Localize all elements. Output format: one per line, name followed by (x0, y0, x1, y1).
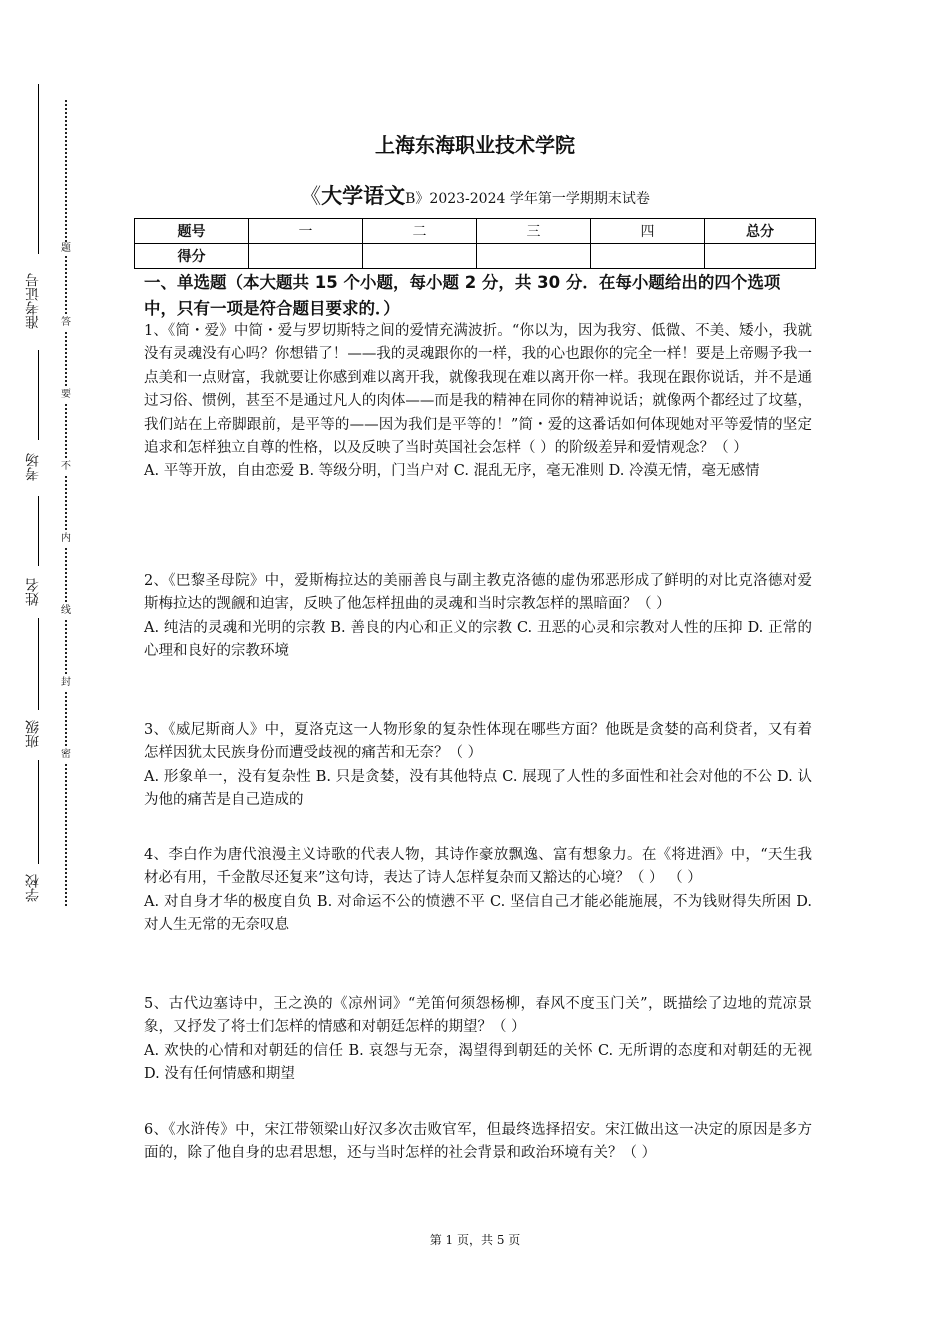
seal-char: 线 (61, 605, 71, 616)
score-row-label: 得分 (135, 244, 249, 269)
field-line-name (38, 496, 39, 566)
section-heading: 一、单选题（本大题共 15 个小题，每小题 2 分，共 30 分．在每小题给出的四个选项中，只有一项是符合题目要求的．） (144, 273, 781, 318)
question-4 (144, 844, 812, 938)
question-options: A. 对自身才华的极度自负 B. 对命运不公的愤懑不平 C. 坚信自己才能必能施展，不为钱财得失所困 D. 对人生无常的无奈叹息 (144, 893, 812, 934)
question-stem: 3、《威尼斯商人》中，夏洛克这一人物形象的复杂性体现在哪些方面？他既是贪婪的高利贷者，又有着怎样因犹太民族身份而遭受歧视的痛苦和无奈？（ ） (144, 722, 812, 762)
seal-dotted-line (65, 100, 67, 906)
score-col-total: 总分 (705, 219, 816, 244)
question-3 (144, 719, 812, 813)
seal-char: 答 (61, 317, 71, 328)
question-1 (144, 320, 812, 484)
question-5 (144, 993, 812, 1087)
score-cell (705, 244, 816, 269)
score-col-2: 二 (363, 219, 477, 244)
question-options: A. 形象单一，没有复杂性 B. 只是贪婪，没有其他特点 C. 展现了人性的多面性和社会对他的不公 D. 认为他的痛苦是自己造成的 (144, 768, 812, 809)
seal-char: 题 (61, 243, 71, 254)
score-col-label: 题号 (135, 219, 249, 244)
page-footer: 第 1 页，共 5 页 (429, 1233, 521, 1247)
seal-char: 封 (61, 677, 71, 688)
question-options: A. 欢快的心情和对朝廷的信任 B. 哀怨与无奈，渴望得到朝廷的关怀 C. 无所谓的态度和对朝廷的无视 D. 没有任何情感和期望 (144, 1042, 812, 1083)
score-col-3: 三 (477, 219, 591, 244)
exam-title-suffix: B》2023-2024 学年第一学期期末试卷 (405, 191, 650, 207)
field-line-class (38, 618, 39, 710)
question-6 (144, 1119, 812, 1166)
score-col-4: 四 (591, 219, 705, 244)
field-name-label: 姓名 (25, 578, 41, 606)
field-exam-room-label: 考场 (25, 453, 41, 481)
exam-course-name: 大学语文 (321, 184, 406, 208)
score-table-header-row (135, 219, 816, 244)
score-table-score-row (135, 244, 816, 269)
field-line-exam-number (38, 84, 39, 254)
score-cell (249, 244, 363, 269)
seal-char: 要 (61, 389, 71, 400)
score-cell (363, 244, 477, 269)
question-stem: 4、李白作为唐代浪漫主义诗歌的代表人物，其诗作豪放飘逸、富有想象力。在《将进酒》中，“天生我材必有用，千金散尽还复来”这句诗，表达了诗人怎样复杂而又豁达的心境？（ ） （ ） (144, 847, 812, 887)
question-2 (144, 570, 812, 664)
score-cell (477, 244, 591, 269)
school-name: 上海东海职业技术学院 (375, 133, 575, 157)
exam-title (0, 181, 950, 214)
field-exam-number-label: 准考证号 (25, 273, 41, 329)
score-table (134, 218, 816, 269)
seal-char: 不 (61, 461, 71, 472)
question-stem: 2、《巴黎圣母院》中，爱斯梅拉达的美丽善良与副主教克洛德的虚伪邪恶形成了鲜明的对比克洛德对爱斯梅拉达的觊觎和迫害，反映了他怎样扭曲的灵魂和当时宗教怎样的黑暗面？（ ） (144, 573, 812, 613)
seal-char: 密 (61, 749, 71, 760)
question-stem: 5、古代边塞诗中，王之涣的《凉州词》“羌笛何须怨杨柳，春风不度玉门关”，既描绘了边地的荒凉景象，又抒发了将士们怎样的情感和对朝廷怎样的期望？（ ） (144, 996, 812, 1036)
seal-char: 内 (61, 533, 71, 544)
score-col-1: 一 (249, 219, 363, 244)
field-line-exam-room (38, 350, 39, 440)
field-line-school (38, 760, 39, 864)
score-cell (591, 244, 705, 269)
question-stem: 1、《简・爱》中简・爱与罗切斯特之间的爱情充满波折。“你以为，因为我穷、低微、不美、矮小，我就没有灵魂没有心吗？你想错了！——我的灵魂跟你的一样，我的心也跟你的完全一样！要是上帝赐予我一点美和一点财富，我就要让你感到难以离开我，就像我现在难以离开你一样。我现在跟你说话，并不是通过习俗、惯例，甚至不是通过凡人的肉体——而是我的精神在同你的精神说话；就像两个都经过了坟墓，我们站在上帝脚跟前，是平等的——因为我们是平等的！”简・爱的这番话如何体现她对平等爱情的坚定追求和怎样独立自尊的性格，以及反映了当时英国社会怎样（ ）的阶级差异和爱情观念？（ ） (144, 323, 812, 457)
question-options: A. 纯洁的灵魂和光明的宗教 B. 善良的内心和正义的宗教 C. 丑恶的心灵和宗教对人性的压抑 D. 正常的心理和良好的宗教环境 (144, 619, 812, 660)
question-stem: 6、《水浒传》中，宋江带领梁山好汉多次击败官军，但最终选择招安。宋江做出这一决定的原因是多方面的，除了他自身的忠君思想，还与当时怎样的社会背景和政治环境有关？（ ） (144, 1122, 812, 1162)
field-school-label: 学校 (25, 874, 41, 902)
exam-title-bracket: 《 (300, 184, 322, 208)
field-class-label: 班级 (25, 720, 41, 748)
question-options: A. 平等开放，自由恋爱 B. 等级分明，门当户对 C. 混乱无序，毫无准则 D. 冷漠无情，毫无感情 (144, 463, 760, 480)
